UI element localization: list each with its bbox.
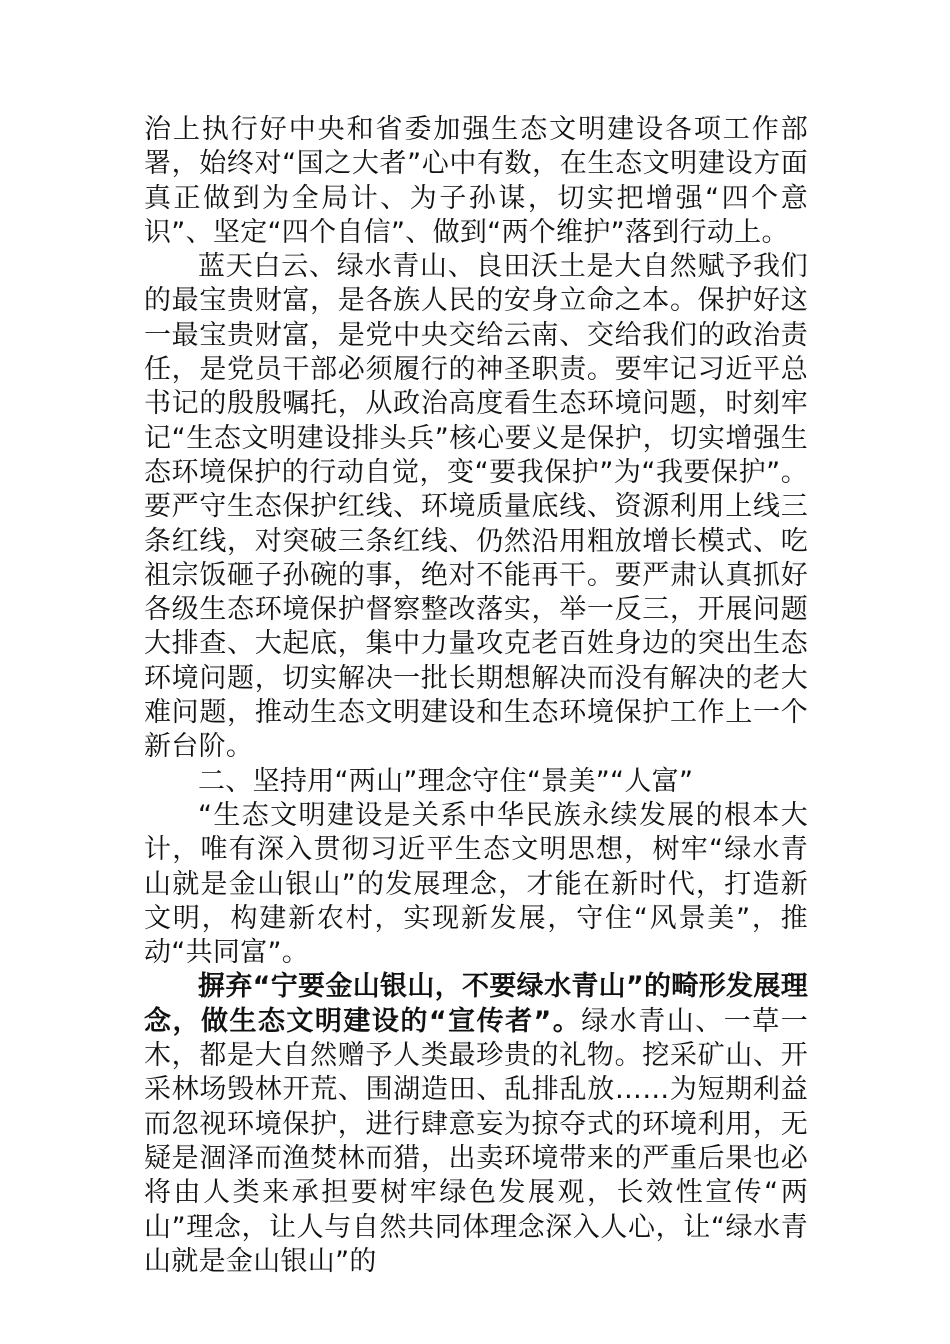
document-page [144, 113, 808, 1279]
paragraph-4 [144, 970, 808, 1279]
paragraph-3: “生态文明建设是关系中华民族永续发展的根本大计，唯有深入贯彻习近平生态文明思想，树牢“绿水青山就是金山银山”的发展理念，才能在新时代，打造新文明，构建新农村，实现新发展，守住“风景美”，推动“共同富”。 [144, 799, 808, 969]
paragraph-4-body: 绿水青山、一草一木，都是大自然赠予人类最珍贵的礼物。挖采矿山、开采林场毁林开荒、围湖造田、乱排乱放……为短期利益而忽视环境保护，进行肆意妄为掠夺式的环境利用，无疑是涸泽而渔焚林而猎，出卖环境带来的严重后果也必将由人类来承担要树牢绿色发展观，长效性宣传“两山”理念，让人与自然共同体理念深入人心，让“绿水青山就是金山银山”的 [144, 1005, 808, 1277]
paragraph-4-bold-lead: 摒弃“宁要金山银山，不要绿水青山”的畸形发展理念，做生态文明建设的“宣传者”。 [144, 971, 808, 1037]
paragraph-1: 治上执行好中央和省委加强生态文明建设各项工作部署，始终对“国之大者”心中有数，在生态文明建设方面真正做到为全局计、为子孙谋，切实把增强“四个意识”、坚定“四个自信”、做到“两个维护”落到行动上。 [144, 114, 808, 248]
paragraph-2: 蓝天白云、绿水青山、良田沃土是大自然赋予我们的最宝贵财富，是各族人民的安身立命之本。保护好这一最宝贵财富，是党中央交给云南、交给我们的政治责任，是党员干部必须履行的神圣职责。要牢记习近平总书记的殷殷嘱托，从政治高度看生态环境问题，时刻牢记“生态文明建设排头兵”核心要义是保护，切实增强生态环境保护的行动自觉，变“要我保护”为“我要保护”。要严守生态保护红线、环境质量底线、资源利用上线三条红线，对突破三条红线、仍然沿用粗放增长模式、吃祖宗饭砸子孙碗的事，绝对不能再干。要严肃认真抓好各级生态环境保护督察整改落实，举一反三，开展问题大排查、大起底，集中力量攻克老百姓身边的突出生态环境问题，切实解决一批长期想解决而没有解决的老大难问题，推动生态文明建设和生态环境保护工作上一个新台阶。 [144, 251, 808, 763]
section-heading: 二、坚持用“两山”理念守住“景美”“人富” [198, 765, 694, 797]
